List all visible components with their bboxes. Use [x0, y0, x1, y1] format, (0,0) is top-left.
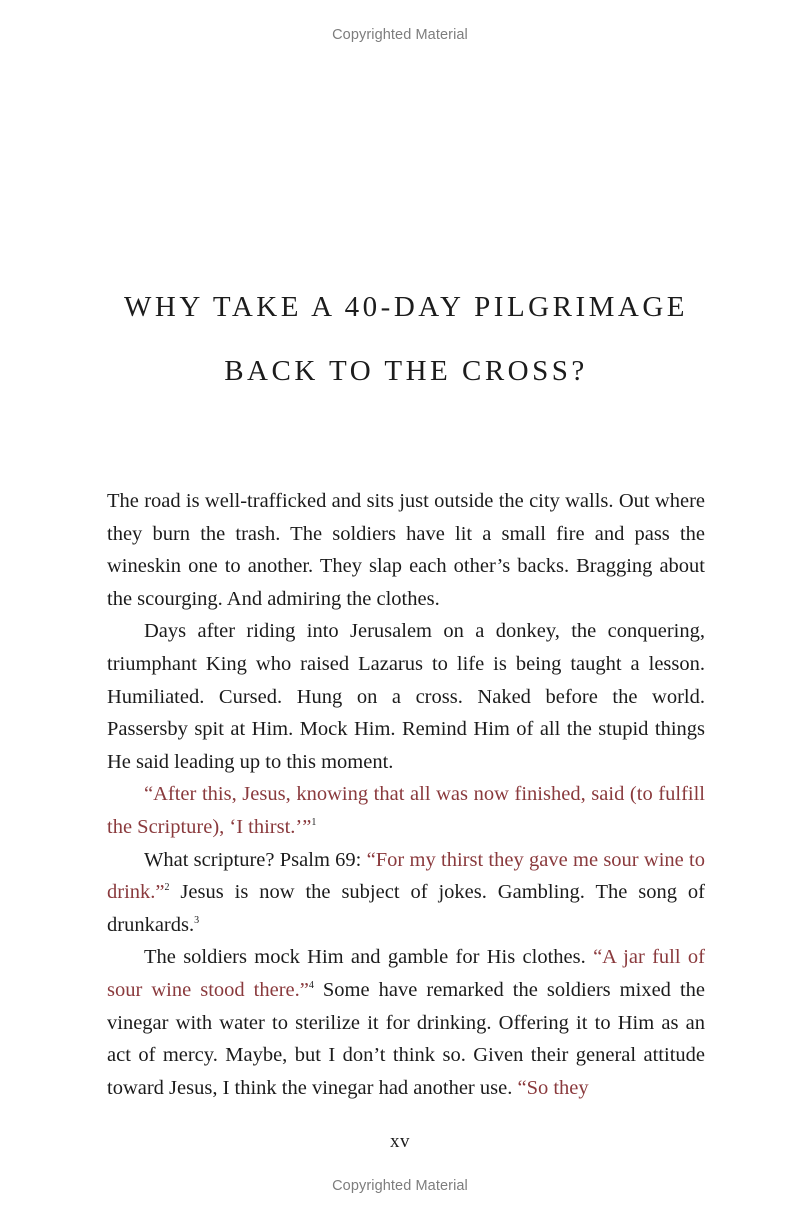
paragraph-4-lead: What scripture? Psalm 69: — [144, 848, 367, 871]
footnote-marker-2: 2 — [164, 882, 170, 894]
watermark-top: Copyrighted Material — [332, 27, 468, 43]
chapter-title — [100, 275, 712, 403]
paragraph-1: The road is well-trafficked and sits just outside the city walls. Out where they burn the trash. The soldiers have lit a small fire and pass the wineskin one to another. They slap each other’s backs. Bragging about the scourging. And admiring the clothes. — [107, 490, 705, 610]
chapter-title-line-2: BACK TO THE CROSS? — [224, 355, 588, 387]
body-text — [107, 485, 705, 1104]
paragraph-4-rest: Jesus is now the subject of jokes. Gambling. The song of drunkards. — [107, 881, 705, 936]
paragraph-5 — [107, 941, 705, 1104]
scripture-quote-continued: “So they — [517, 1076, 589, 1099]
scripture-quote-jar: “A jar full of sour wine stood there.” — [107, 946, 705, 1001]
paragraph-2: Days after riding into Jerusalem on a donkey, the conquering, triumphant King who raised Lazarus to life is being taught a lesson. Humiliated. Cursed. Hung on a cross. Naked before the world. Passersby spit at Him. Mock Him. Remind Him of all the stupid things He said leading up to this moment. — [107, 620, 705, 773]
watermark-bottom: Copyrighted Material — [332, 1178, 468, 1194]
footnote-marker-4: 4 — [308, 979, 314, 991]
paragraph-5-lead: The soldiers mock Him and gamble for His clothes. — [144, 946, 594, 969]
paragraph-5-rest: Some have remarked the soldiers mixed the vinegar with water to sterilize it for drinking. Offering it to Him as an act of mercy. Maybe, but I don’t think so. Given their general attitude toward Jesus, I think the vinegar had another use. — [107, 978, 705, 1099]
scripture-quote-john: “After this, Jesus, knowing that all was now finished, said (to fulfill the Scripture), ‘I thirst.’” — [107, 783, 705, 838]
footnote-marker-1: 1 — [311, 816, 317, 828]
paragraph-3 — [107, 778, 705, 843]
page-number: xv — [390, 1131, 410, 1152]
chapter-title-line-1: WHY TAKE A 40-DAY PILGRIMAGE — [124, 291, 688, 323]
footnote-marker-3: 3 — [194, 914, 200, 926]
paragraph-4 — [107, 844, 705, 942]
scripture-quote-psalm: “For my thirst they gave me sour wine to drink.” — [107, 848, 705, 904]
